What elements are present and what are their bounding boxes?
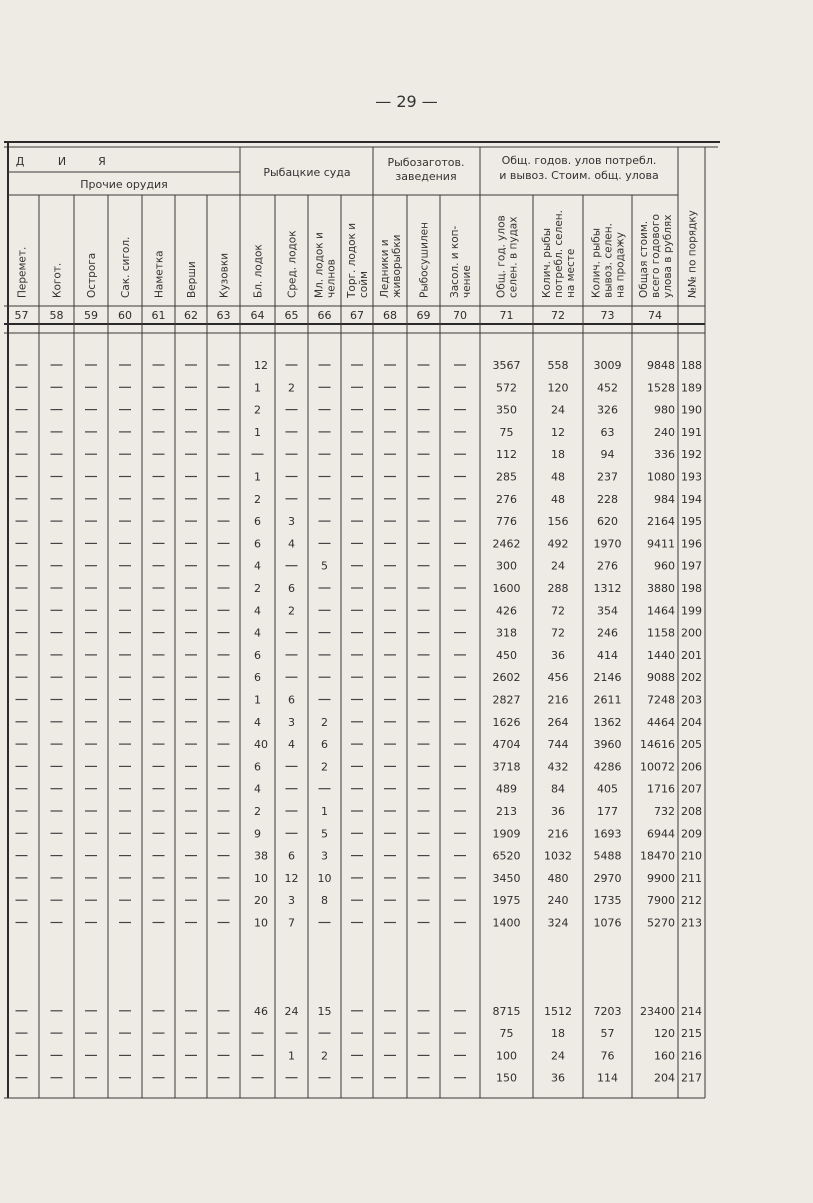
row-number: 214 bbox=[681, 1004, 702, 1018]
header-letter: Я bbox=[98, 155, 106, 168]
table-cell: 1 bbox=[254, 425, 261, 439]
column-number: 67 bbox=[350, 309, 364, 322]
column-number: 72 bbox=[551, 309, 565, 322]
column-number: 58 bbox=[49, 309, 64, 322]
row-number: 191 bbox=[681, 425, 702, 439]
table-cell: 12 bbox=[284, 871, 299, 885]
table-cell: 75 bbox=[499, 1027, 514, 1041]
column-label: Бл. лодок bbox=[252, 244, 265, 298]
header-letter: Д bbox=[15, 155, 25, 168]
table-cell: 4464 bbox=[647, 715, 675, 729]
table-cell: 452 bbox=[597, 381, 618, 395]
table-cell: 84 bbox=[551, 782, 565, 796]
table-cell: 2146 bbox=[593, 671, 622, 685]
table-cell: 4 bbox=[288, 537, 295, 551]
table-cell: 4286 bbox=[593, 760, 622, 774]
table-cell: 3880 bbox=[647, 582, 675, 595]
table-cell: 228 bbox=[597, 492, 618, 506]
column-number: 74 bbox=[648, 309, 662, 322]
table-cell: 1970 bbox=[593, 537, 622, 551]
table-cell: 405 bbox=[597, 782, 618, 796]
table-cell: 558 bbox=[547, 359, 569, 372]
column-number: 59 bbox=[84, 309, 98, 322]
column-label: живорыбки bbox=[391, 234, 403, 298]
table-cell: 5 bbox=[321, 559, 328, 573]
table-cell: 7248 bbox=[647, 693, 675, 707]
row-number: 202 bbox=[681, 671, 702, 685]
row-number: 215 bbox=[681, 1027, 702, 1041]
table-cell: 1512 bbox=[544, 1004, 572, 1018]
column-label: Наметка bbox=[153, 250, 166, 298]
group-title-ulov: и вывоз. Стоим. общ. улова bbox=[499, 169, 659, 182]
table-cell: 8715 bbox=[492, 1004, 521, 1018]
column-label: потребл. селен. bbox=[553, 210, 565, 298]
table-cell: 1464 bbox=[647, 604, 675, 618]
column-number: 60 bbox=[118, 309, 132, 322]
table-cell: 7203 bbox=[593, 1004, 622, 1018]
table-cell: 3 bbox=[288, 715, 295, 729]
table-cell: 489 bbox=[496, 782, 517, 796]
column-label: Мл. лодок и bbox=[313, 232, 326, 298]
table-cell: 5 bbox=[321, 827, 328, 841]
table-cell: 36 bbox=[551, 805, 565, 818]
table-cell: 20 bbox=[254, 894, 268, 908]
column-number: 62 bbox=[184, 309, 198, 322]
table-cell: 7 bbox=[288, 916, 295, 930]
table-cell: 76 bbox=[600, 1049, 615, 1063]
table-cell: 1909 bbox=[492, 827, 521, 841]
table-cell: 2 bbox=[321, 1049, 328, 1063]
table-cell: 156 bbox=[547, 515, 569, 529]
column-number: 61 bbox=[151, 309, 166, 322]
table-cell: 160 bbox=[654, 1049, 675, 1063]
table-cell: 1362 bbox=[593, 715, 622, 729]
table-cell: 732 bbox=[654, 805, 675, 818]
table-cell: 4704 bbox=[492, 738, 521, 752]
row-number: 203 bbox=[681, 693, 702, 707]
table-cell: 10 bbox=[254, 916, 268, 930]
table-cell: 48 bbox=[551, 470, 565, 484]
table-cell: 1080 bbox=[647, 470, 675, 484]
column-number: 66 bbox=[317, 309, 332, 322]
table-cell: 120 bbox=[547, 381, 569, 395]
table-cell: 2827 bbox=[492, 693, 521, 707]
table-cell: 63 bbox=[600, 425, 615, 439]
row-number: 204 bbox=[681, 715, 702, 729]
table-cell: 5270 bbox=[647, 916, 675, 930]
table-cell: 57 bbox=[600, 1027, 615, 1041]
table-cell: 6944 bbox=[647, 827, 675, 841]
row-number: 195 bbox=[681, 515, 702, 529]
table-cell: 120 bbox=[654, 1027, 675, 1041]
table-cell: 12 bbox=[254, 359, 268, 372]
row-number: 206 bbox=[681, 760, 702, 774]
table-cell: 9088 bbox=[647, 671, 675, 685]
row-number: 200 bbox=[681, 626, 702, 640]
row-number: 209 bbox=[681, 827, 702, 841]
table-cell: 276 bbox=[496, 492, 517, 506]
column-label: Острога bbox=[86, 252, 98, 298]
table-cell: 3009 bbox=[593, 359, 622, 372]
group-title-zavedenia: заведения bbox=[395, 170, 457, 183]
row-number: 216 bbox=[681, 1049, 702, 1063]
table-cell: 2 bbox=[254, 403, 261, 417]
table-cell: 240 bbox=[547, 894, 569, 908]
table-cell: 1 bbox=[254, 381, 261, 395]
table-cell: 620 bbox=[597, 515, 618, 529]
table-cell: 7900 bbox=[647, 894, 675, 908]
table-cell: 216 bbox=[547, 827, 569, 841]
column-label: Колич. рыбы bbox=[590, 227, 603, 298]
table-cell: 216 bbox=[547, 693, 569, 707]
table-cell: 72 bbox=[551, 626, 565, 640]
table-cell: 572 bbox=[496, 381, 517, 395]
table-cell: 776 bbox=[496, 515, 517, 529]
column-label: всего годового bbox=[650, 214, 662, 298]
column-number: 68 bbox=[383, 309, 397, 322]
table-cell: 350 bbox=[496, 403, 517, 417]
table-cell: 4 bbox=[254, 604, 261, 618]
table-cell: 2611 bbox=[593, 693, 622, 707]
table-cell: 354 bbox=[597, 604, 618, 618]
column-label: №№ по порядку bbox=[686, 210, 699, 298]
table-cell: 2 bbox=[288, 604, 295, 618]
table-cell: 1440 bbox=[647, 648, 675, 662]
column-label: челнов bbox=[325, 259, 338, 298]
table-cell: 15 bbox=[317, 1004, 332, 1018]
column-number: 70 bbox=[453, 309, 467, 322]
table-cell: 326 bbox=[597, 403, 618, 417]
table-cell: 38 bbox=[254, 849, 268, 863]
column-label: Общая стоим. bbox=[638, 220, 650, 298]
table-cell: 1158 bbox=[647, 626, 675, 640]
table-cell: 450 bbox=[496, 648, 517, 662]
table-cell: 213 bbox=[496, 805, 517, 818]
table-cell: 1716 bbox=[647, 782, 675, 796]
table-cell: 12 bbox=[551, 425, 565, 439]
table-cell: 240 bbox=[654, 425, 675, 439]
column-number: 57 bbox=[14, 309, 29, 322]
table-cell: 1400 bbox=[492, 916, 521, 930]
table-cell: 984 bbox=[654, 492, 675, 506]
table-cell: 1 bbox=[254, 693, 261, 707]
column-label: Торг. лодок и bbox=[346, 222, 358, 298]
row-number: 207 bbox=[681, 782, 702, 796]
table-cell: 6 bbox=[288, 693, 295, 707]
table-cell: 48 bbox=[551, 492, 565, 506]
table-cell: 3 bbox=[288, 894, 295, 908]
table-cell: 3718 bbox=[492, 760, 521, 774]
table-cell: 960 bbox=[654, 559, 675, 573]
table-cell: 237 bbox=[597, 470, 618, 484]
row-number: 189 bbox=[681, 381, 702, 395]
column-label: сойм bbox=[358, 271, 370, 298]
table-cell: 3 bbox=[288, 515, 295, 529]
table-cell: 3 bbox=[321, 849, 328, 863]
group-title-zavedenia: Рыбозаготов. bbox=[387, 156, 465, 169]
table-cell: 324 bbox=[547, 916, 569, 930]
table-cell: 24 bbox=[284, 1004, 299, 1018]
row-number: 211 bbox=[681, 871, 702, 885]
group-title-prochie: Прочие орудия bbox=[80, 178, 168, 191]
row-number: 194 bbox=[681, 492, 702, 506]
row-number: 213 bbox=[681, 916, 702, 930]
table-cell: 177 bbox=[597, 805, 618, 818]
table-cell: 1975 bbox=[492, 894, 521, 908]
column-label: Перемет. bbox=[16, 246, 29, 298]
table-cell: 36 bbox=[551, 1071, 565, 1085]
table-cell: 10 bbox=[254, 871, 268, 885]
table-cell: 4 bbox=[254, 782, 261, 796]
column-label: Сак. сигол. bbox=[120, 236, 132, 298]
column-number: 69 bbox=[416, 309, 431, 322]
column-label: Засол. и коп- bbox=[449, 225, 461, 298]
table-cell: 24 bbox=[551, 403, 565, 417]
table-cell: 6520 bbox=[492, 849, 521, 863]
table-cell: 1312 bbox=[593, 582, 622, 595]
column-label: Колич. рыбы bbox=[541, 227, 553, 298]
row-number: 192 bbox=[681, 448, 702, 462]
table-cell: 264 bbox=[547, 715, 569, 729]
row-number: 217 bbox=[681, 1071, 702, 1085]
table-cell: 72 bbox=[551, 604, 565, 618]
table-cell: 480 bbox=[547, 871, 569, 885]
row-number: 196 bbox=[681, 537, 702, 551]
table-cell: 204 bbox=[654, 1071, 675, 1085]
table-cell: 10072 bbox=[640, 760, 675, 774]
column-number: 64 bbox=[250, 309, 265, 322]
column-number: 63 bbox=[216, 309, 231, 322]
table-cell: 1735 bbox=[593, 894, 622, 908]
table-header bbox=[15, 154, 699, 322]
table-cell: 980 bbox=[654, 403, 675, 417]
row-number: 190 bbox=[681, 403, 702, 417]
table-cell: 150 bbox=[496, 1071, 517, 1085]
table-cell: 4 bbox=[254, 626, 261, 640]
row-number: 212 bbox=[681, 894, 702, 908]
table-cell: 6 bbox=[254, 760, 261, 774]
table-cell: 6 bbox=[254, 515, 261, 529]
table-cell: 3450 bbox=[492, 871, 521, 885]
table-cell: 46 bbox=[254, 1004, 268, 1018]
column-label: Верши bbox=[186, 261, 198, 298]
column-number: 73 bbox=[600, 309, 615, 322]
group-title-ulov: Общ. годов. улов потребл. bbox=[501, 154, 657, 167]
table-cell: 2602 bbox=[492, 671, 521, 685]
column-label: на продажу bbox=[614, 232, 627, 298]
row-number: 193 bbox=[681, 470, 702, 484]
table-cell: 2 bbox=[288, 381, 295, 395]
table-cell: 6 bbox=[254, 537, 261, 551]
row-number: 188 bbox=[681, 359, 702, 372]
table-cell: 6 bbox=[288, 582, 295, 595]
table-cell: 9900 bbox=[647, 871, 675, 885]
header-letter: И bbox=[57, 155, 67, 168]
table-cell: 8 bbox=[321, 894, 328, 908]
table-cell: 100 bbox=[496, 1049, 517, 1063]
column-label: Сред. лодок bbox=[286, 230, 299, 298]
table-cell: 2 bbox=[321, 760, 328, 774]
column-number: 65 bbox=[284, 309, 299, 322]
row-number: 199 bbox=[681, 604, 702, 618]
table-cell: 3960 bbox=[593, 738, 622, 752]
table-cell: 318 bbox=[496, 626, 517, 640]
table-cell: 285 bbox=[496, 470, 517, 484]
table-cell: 18 bbox=[551, 1027, 565, 1041]
table-cell: 4 bbox=[288, 738, 295, 752]
row-number: 210 bbox=[681, 849, 702, 863]
table-cell: 2970 bbox=[593, 871, 622, 885]
table-cell: 1032 bbox=[544, 849, 572, 863]
table-cell: 6 bbox=[254, 648, 261, 662]
table-cell: 4 bbox=[254, 559, 261, 573]
row-number: 198 bbox=[681, 582, 702, 595]
table-cell: 276 bbox=[597, 559, 618, 573]
table-cell: 23400 bbox=[640, 1004, 675, 1018]
row-number: 201 bbox=[681, 648, 702, 662]
row-number: 208 bbox=[681, 805, 702, 818]
column-label: Кузовки bbox=[218, 252, 231, 298]
table-cell: 112 bbox=[496, 448, 517, 462]
table-cell: 1626 bbox=[492, 715, 521, 729]
table-cell: 9848 bbox=[647, 359, 675, 372]
table-cell: 300 bbox=[496, 559, 517, 573]
table-cell: 9411 bbox=[647, 537, 675, 551]
table-cell: 1 bbox=[321, 805, 328, 818]
column-label: на месте bbox=[565, 248, 577, 298]
table-cell: 14616 bbox=[640, 738, 675, 752]
column-label: чение bbox=[461, 265, 473, 298]
column-number: 71 bbox=[499, 309, 514, 322]
column-label: вывоз. селен. bbox=[602, 223, 615, 298]
table-cell: 40 bbox=[254, 738, 268, 752]
table-cell: 6 bbox=[321, 738, 328, 752]
table-cell: 2 bbox=[254, 582, 261, 595]
table-cell: 18470 bbox=[640, 849, 675, 863]
table-cell: 492 bbox=[547, 537, 569, 551]
group-title-suda: Рыбацкие суда bbox=[263, 166, 351, 179]
table-cell: 3567 bbox=[492, 359, 521, 372]
table-cell: 744 bbox=[547, 738, 569, 752]
table-cell: 5488 bbox=[593, 849, 622, 863]
table-cell: 36 bbox=[551, 648, 565, 662]
table-cell: 24 bbox=[551, 559, 565, 573]
column-label: улова в рублях bbox=[662, 214, 674, 298]
table-cell: 2 bbox=[321, 715, 328, 729]
table-cell: 2164 bbox=[647, 515, 675, 529]
table-cell: 288 bbox=[547, 582, 569, 595]
table-cell: 2 bbox=[254, 492, 261, 506]
column-label: Ледники и bbox=[379, 239, 391, 298]
table-cell: 1076 bbox=[593, 916, 622, 930]
row-number: 197 bbox=[681, 559, 702, 573]
table-cell: 114 bbox=[597, 1071, 618, 1085]
table-cell: 6 bbox=[254, 671, 261, 685]
table-cell: 1528 bbox=[647, 381, 675, 395]
table-cell: 18 bbox=[551, 448, 565, 462]
page-number: — 29 — bbox=[375, 92, 438, 111]
table-cell: 6 bbox=[288, 849, 295, 863]
table-cell: 1 bbox=[288, 1049, 295, 1063]
table-cell: 2462 bbox=[492, 537, 521, 551]
table-cell: 1693 bbox=[593, 827, 622, 841]
table-cell: 9 bbox=[254, 827, 261, 841]
table-cell: 75 bbox=[499, 425, 514, 439]
row-number: 205 bbox=[681, 738, 702, 752]
table-cell: 10 bbox=[317, 871, 332, 885]
table-cell: 94 bbox=[600, 448, 615, 462]
column-label: Общ. год. улов bbox=[495, 215, 508, 298]
column-label: Рыбосушилен bbox=[418, 222, 431, 298]
table-cell: 2 bbox=[254, 805, 261, 818]
table-body bbox=[16, 359, 703, 1085]
column-label: селен. в пудах bbox=[507, 216, 520, 298]
table-cell: 432 bbox=[547, 760, 569, 774]
table-cell: 336 bbox=[654, 448, 675, 462]
table-cell: 456 bbox=[547, 671, 569, 685]
table-cell: 414 bbox=[597, 648, 618, 662]
table-cell: 1 bbox=[254, 470, 261, 484]
table-cell: 1600 bbox=[492, 582, 521, 595]
table-cell: 4 bbox=[254, 715, 261, 729]
table-cell: 426 bbox=[496, 604, 517, 618]
table-cell: 246 bbox=[597, 626, 618, 640]
column-label: Когот. bbox=[51, 262, 64, 298]
table-cell: 24 bbox=[551, 1049, 565, 1063]
